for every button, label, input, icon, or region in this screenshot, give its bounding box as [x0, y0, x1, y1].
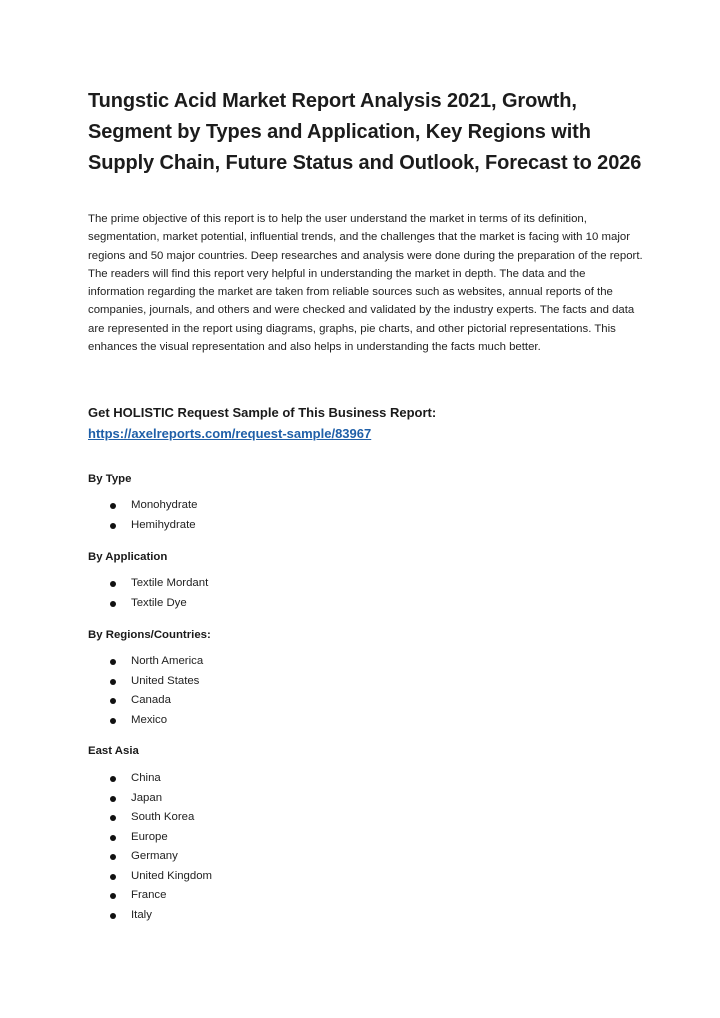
bullet-icon — [110, 523, 116, 529]
list-item-label: Canada — [131, 694, 171, 706]
list-item — [0, 691, 203, 711]
list-item — [0, 906, 212, 926]
sample-request-label: Get HOLISTIC Request Sample of This Business Report: — [88, 405, 437, 420]
list-item — [0, 496, 198, 516]
by-application-list — [0, 574, 208, 613]
list-item — [0, 808, 212, 828]
bullet-icon — [110, 796, 116, 802]
by-regions-list — [0, 652, 203, 730]
section-heading-by-regions: By Regions/Countries: — [88, 629, 211, 641]
section-heading-by-application: By Application — [88, 551, 168, 563]
list-item-label: South Korea — [131, 811, 195, 823]
bullet-icon — [110, 718, 116, 724]
list-item — [0, 886, 212, 906]
list-item-label: Textile Mordant — [131, 577, 209, 589]
list-item-label: China — [131, 772, 161, 784]
list-item-label: Textile Dye — [131, 596, 187, 609]
sample-request-link[interactable]: https://axelreports.com/request-sample/83967 — [88, 426, 372, 441]
list-item — [0, 594, 208, 614]
list-item — [0, 711, 203, 731]
list-item — [0, 789, 212, 809]
by-type-list — [0, 496, 198, 535]
intro-paragraph: The prime objective of this report is to help the user understand the market in terms of its definition, segmentation, market potential, influential trends, and the challenges that the market is facing with 10 major regions and 50 major countries. Deep researches and analysis were done during the preparation of the report. The readers will find this report very helpful in understanding the market in depth. The data and the information regarding the market are taken from reliable sources such as websites, annual reports of the companies, journals, and others and were checked and validated by the industry experts. The facts and data are represented in the report using diagrams, graphs, pie charts, and other pictorial representations. This enhances the visual representation and also helps in understanding the facts much better. — [88, 213, 643, 354]
list-item-label: United Kingdom — [131, 869, 213, 882]
list-item — [0, 574, 208, 594]
list-item — [0, 516, 198, 536]
bullet-icon — [110, 601, 116, 607]
list-item-label: Mexico — [131, 713, 168, 726]
list-item-label: North America — [131, 655, 204, 667]
list-item — [0, 769, 212, 789]
bullet-icon — [110, 581, 116, 587]
report-title: Tungstic Acid Market Report Analysis 2021, Growth, Segment by Types and Application, Key Regions with Supply Chain, Future Status and Outlook, Forecast to 2026 — [88, 90, 642, 174]
list-item-label: Italy — [131, 908, 152, 921]
bullet-icon — [110, 776, 116, 782]
bullet-icon — [110, 679, 116, 685]
bullet-icon — [110, 698, 116, 704]
list-item — [0, 847, 212, 867]
list-item-label: Germany — [131, 850, 178, 862]
bullet-icon — [110, 815, 116, 821]
list-item-label: Hemihydrate — [131, 518, 196, 531]
bullet-icon — [110, 913, 116, 919]
list-item — [0, 672, 203, 692]
section-heading-by-type: By Type — [88, 473, 132, 485]
bullet-icon — [110, 835, 116, 841]
bullet-icon — [110, 503, 116, 509]
list-item-label: France — [131, 889, 167, 901]
section-heading-east-asia: East Asia — [88, 745, 139, 757]
list-item-label: United States — [131, 674, 200, 687]
east-asia-list — [0, 769, 212, 925]
list-item-label: Japan — [131, 791, 163, 804]
list-item-label: Europe — [131, 830, 168, 843]
bullet-icon — [110, 659, 116, 665]
bullet-icon — [110, 854, 116, 860]
list-item — [0, 867, 212, 887]
bullet-icon — [110, 893, 116, 899]
list-item-label: Monohydrate — [131, 499, 198, 511]
list-item — [0, 828, 212, 848]
list-item — [0, 652, 203, 672]
bullet-icon — [110, 874, 116, 880]
